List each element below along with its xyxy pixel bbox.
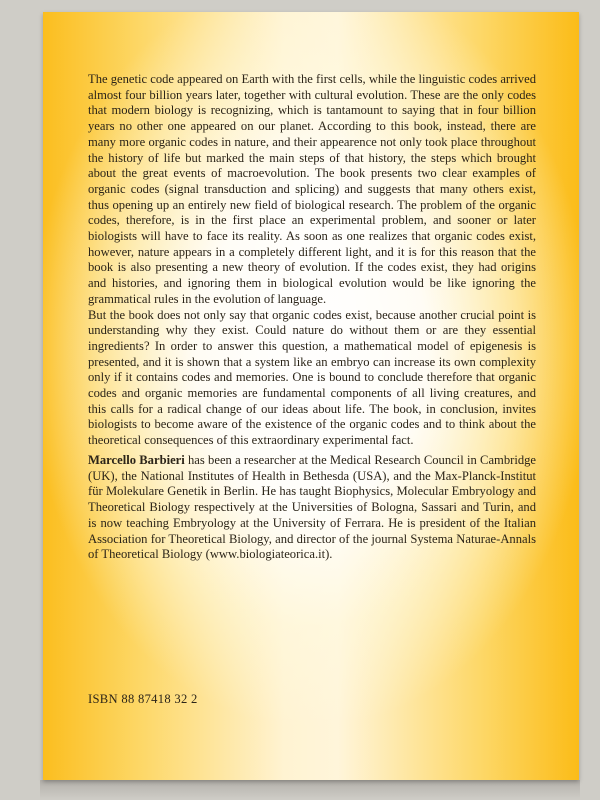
author-bio-text: has been a researcher at the Medical Research Council in Cambridge (UK), the National Institutes of Health in Bethesda (USA), and the Max-Planck-Institut für Molekulare Genetik in Berlin. He has taught Biophysics, Molecular Embryology and Theoretical Biology respectively at the Universities of Bologna, Sassari and Turin, and is now teaching Embryology at the University of Ferrara. He is president of the Italian Association for Theoretical Biology, and director of the journal Systema Naturae-Annals of Theoretical Biology (www.biologiateorica.it). <box>88 453 536 562</box>
blurb-paragraph-1: The genetic code appeared on Earth with the first cells, while the linguistic codes arrived almost four billion years later, together with cultural evolution. These are the only codes that modern biology is recognizing, which is tantamount to saying that in four billion years no other one appeared on our planet. According to this book, instead, there are many more organic codes in nature, and their appearence not only took place throughout the history of life but marked the main steps of that history, the steps which brought about the great events of macroevolution. The book presents two clear examples of organic codes (signal transduction and splicing) and suggests that many others exist, thus opening up an entirely new field of biological research. The problem of the organic codes, therefore, is in the first place an experimental problem, and sooner or later biologists will have to face its reality. As soon as one realizes that organic codes exist, however, nature appears in a completely different light, and it is for this reason that the book is also presenting a new theory of evolution. If the codes exist, they had origins and histories, and ignoring them in biological evolution would be like ignoring the grammatical rules in the evolution of language. <box>88 72 536 306</box>
author-name: Marcello Barbieri <box>88 453 185 467</box>
isbn-label: ISBN 88 87418 32 2 <box>88 692 198 706</box>
author-bio-paragraph <box>88 453 536 563</box>
blurb-paragraph-2: But the book does not only say that organic codes exist, because another crucial point is understanding why they exist. Could nature do without them or are they essential ingredients? In order to answer this question, a mathematical model of epigenesis is presented, and it is shown that a system like an embryo can increase its own complexity only if it contains codes and memories. One is bound to conclude therefore that organic codes and organic memories are fundamental components of all living creatures, and this calls for a radical change of our ideas about life. The book, in conclusion, invites biologists to become aware of the existence of the organic codes and to think about the theoretical consequences of this extraordinary experimental fact. <box>88 307 536 448</box>
blurb-text <box>88 72 536 449</box>
book-back-cover <box>43 12 579 780</box>
table-surface <box>40 780 580 800</box>
author-bio <box>88 453 536 563</box>
